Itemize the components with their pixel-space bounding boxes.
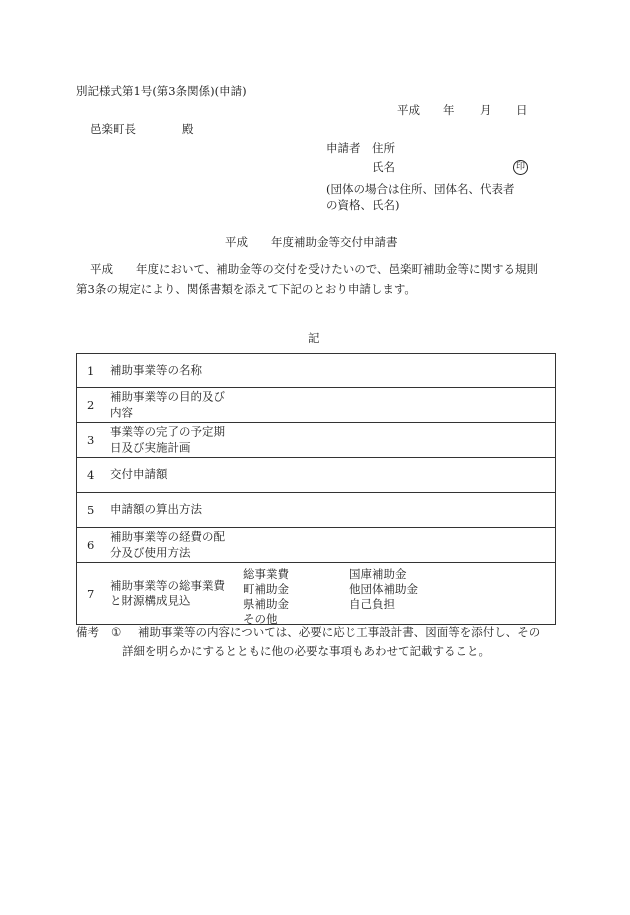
funding-other-org: 他団体補助金 (349, 582, 418, 596)
item-number: 2 (87, 398, 95, 412)
name-label: 氏名 (372, 160, 395, 174)
remarks-label: 備考 (76, 625, 99, 639)
ki-heading: 記 (308, 331, 320, 345)
item-label: 補助事業等の経費の配分及び使用方法 (110, 529, 225, 559)
item-label: 補助事業等の総事業費と財源構成見込 (110, 577, 225, 608)
title-text: 年度補助金等交付申請書 (271, 235, 398, 249)
date-month: 月 (480, 103, 492, 117)
item-number: 6 (87, 538, 95, 552)
applicant-note-2: の資格、氏名) (326, 198, 400, 212)
table-row (77, 423, 556, 458)
item-number: 5 (87, 503, 95, 517)
funding-prefecture: 県補助金 (243, 597, 289, 611)
remarks-marker: ① (111, 625, 122, 639)
item-label: 交付申請額 (110, 467, 168, 482)
address-label: 住所 (372, 141, 395, 155)
table-row (77, 493, 556, 528)
table-row (77, 388, 556, 423)
funding-other: その他 (243, 612, 278, 626)
body-era: 平成 (90, 262, 113, 276)
seal-mark: 印 (513, 160, 528, 175)
table-row (77, 563, 556, 625)
funding-self: 自己負担 (349, 597, 395, 611)
table-row (77, 458, 556, 493)
funding-total: 総事業費 (243, 567, 289, 581)
date-day: 日 (516, 103, 528, 117)
remarks-line-1: 補助事業等の内容については、必要に応じ工事設計書、図面等を添付し、その (138, 625, 541, 639)
body-line-2: 第3条の規定により、関係書類を添えて下記のとおり申請します。 (76, 282, 416, 296)
table-row (77, 354, 556, 388)
item-label: 補助事業等の目的及び内容 (110, 389, 225, 419)
body-line-1: 年度において、補助金等の交付を受けたいので、邑楽町補助金等に関する規則 (136, 262, 539, 276)
item-label: 申請額の算出方法 (110, 502, 202, 517)
remarks-line-2: 詳細を明らかにするとともに他の必要な事項もあわせて記載すること。 (122, 644, 490, 658)
item-number: 4 (87, 468, 95, 482)
date-year: 年 (443, 103, 455, 117)
item-number: 1 (87, 363, 95, 378)
title-era: 平成 (225, 235, 248, 249)
table-row (77, 528, 556, 563)
date-era: 平成 (397, 103, 420, 117)
item-label: 事業等の完了の予定期日及び実施計画 (110, 424, 225, 454)
addressee-honorific: 殿 (182, 122, 194, 136)
item-number: 7 (87, 586, 95, 601)
item-label: 補助事業等の名称 (110, 362, 202, 377)
funding-town: 町補助金 (243, 582, 289, 596)
funding-national: 国庫補助金 (349, 567, 407, 581)
applicant-label: 申請者 (326, 141, 361, 155)
items-table (76, 353, 556, 625)
form-id: 別記様式第1号(第3条関係)(申請) (76, 84, 247, 98)
applicant-note-1: (団体の場合は住所、団体名、代表者 (326, 182, 515, 196)
item-number: 3 (87, 433, 95, 447)
addressee-name: 邑楽町長 (90, 122, 136, 136)
